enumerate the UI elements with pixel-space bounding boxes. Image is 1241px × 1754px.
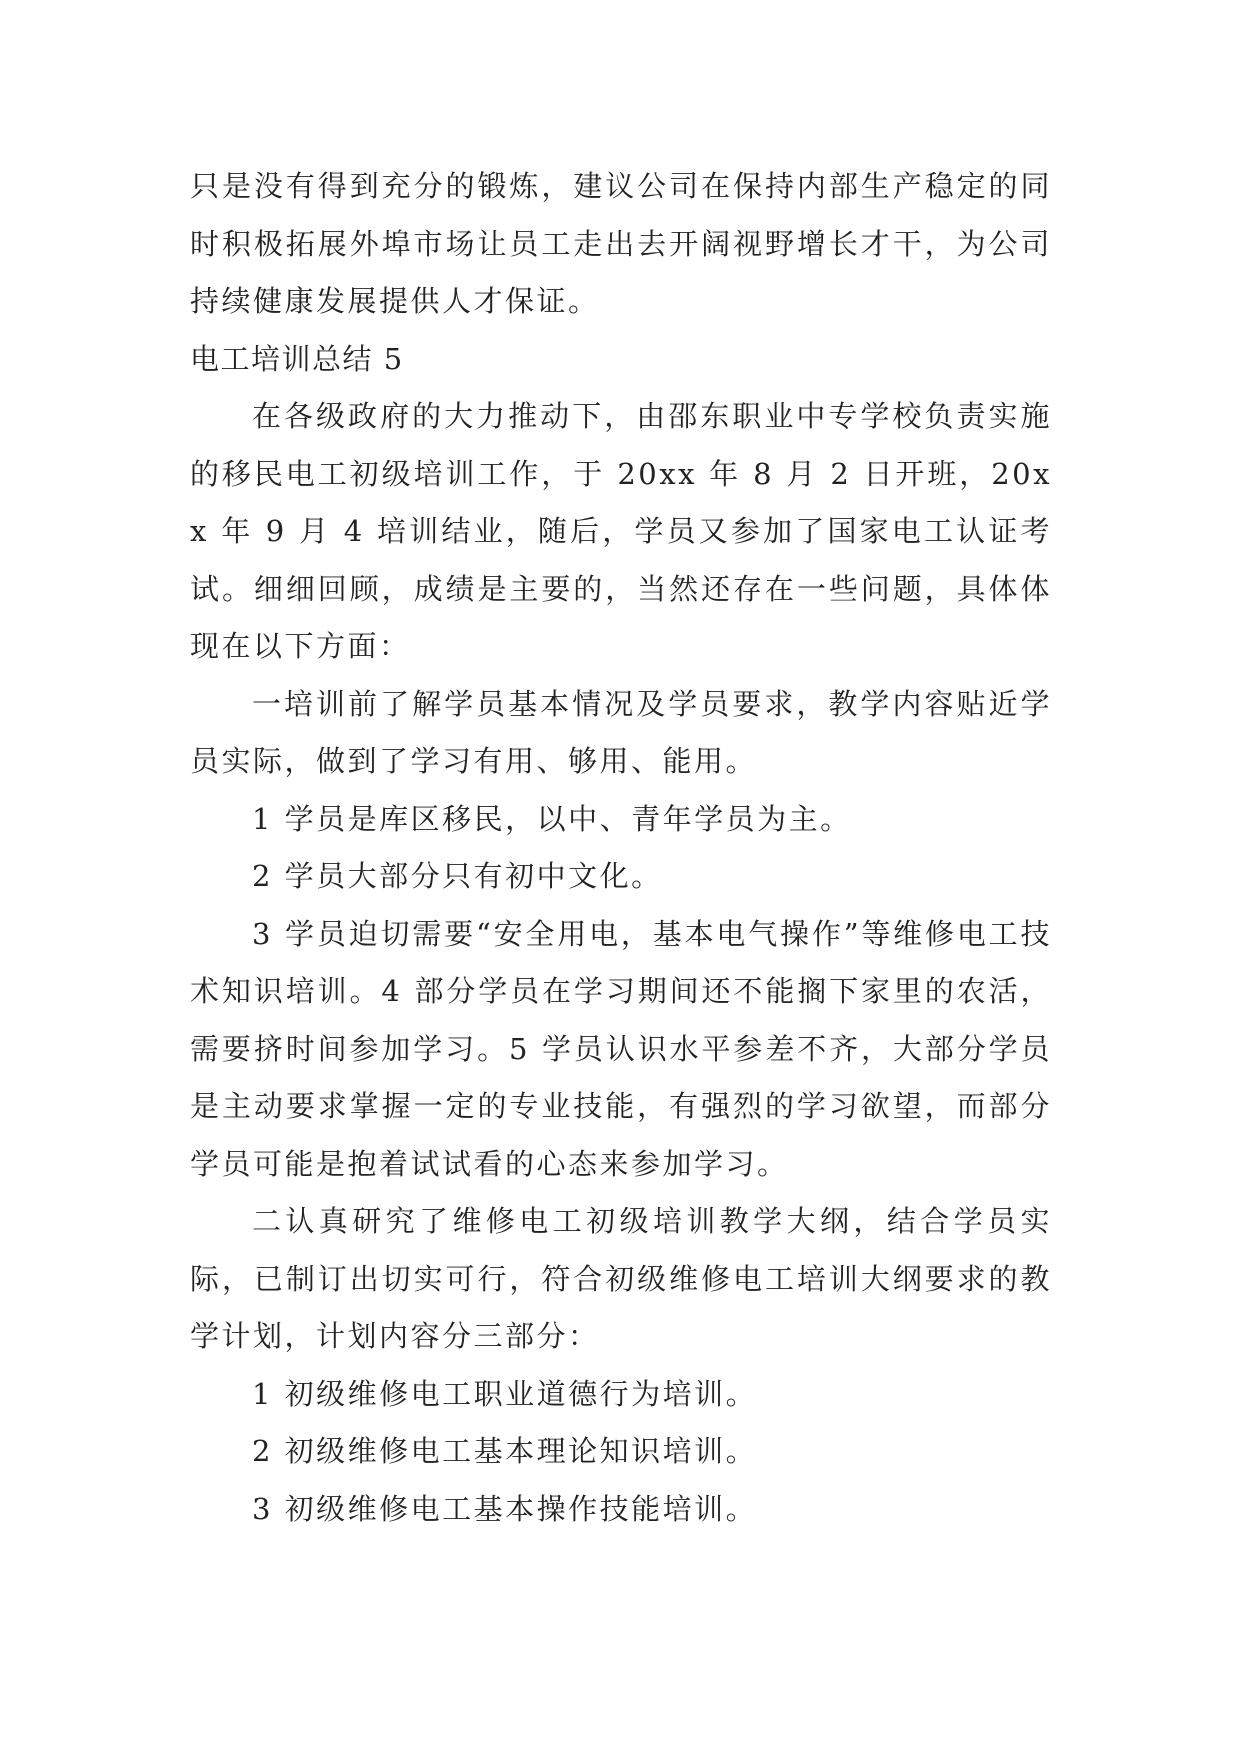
paragraph-intro: 在各级政府的大力推动下，由邵东职业中专学校负责实施的移民电工初级培训工作，于 20xx 年 8 月 2 日开班，20xx 年 9 月 4 培训结业，随后，学员又参加了国家电工认证考试。细细回顾，成绩是主要的，当然还存在一些问题，具体体现在以下方面： [190,399,1052,663]
paragraph-continuation: 只是没有得到充分的锻炼，建议公司在保持内部生产稳定的同时积极拓展外埠市场让员工走出去开阔视野增长才干，为公司持续健康发展提供人才保证。 [190,169,1052,318]
list-item: 3 初级维修电工基本操作技能培训。 [252,1491,758,1526]
list-item: 1 初级维修电工职业道德行为培训。 [252,1376,758,1411]
list-item: 2 初级维修电工基本理论知识培训。 [252,1434,758,1468]
list-item: 3 学员迫切需要“安全用电，基本电气操作”等维修电工技术知识培训。4 部分学员在学习期间还不能搁下家里的农活，需要挤时间参加学习。5 学员认识水平参差不齐，大部分学员是主动要求掌握一定的专业技能，有强烈的学习欲望，而部分学员可能是抱着试试看的心态来参加学习。 [190,916,1052,1181]
paragraph-point-two: 二认真研究了维修电工初级培训教学大纲，结合学员实际，已制订出切实可行，符合初级维修电工培训大纲要求的教学计划，计划内容分三部分： [190,1204,1052,1353]
paragraph-point-one: 一培训前了解学员基本情况及学员要求，教学内容贴近学员实际，做到了学习有用、够用、能用。 [190,686,1052,778]
list-item: 2 学员大部分只有初中文化。 [252,859,663,893]
document-body [190,158,1052,1538]
section-heading: 电工培训总结 5 [190,341,404,376]
list-item: 1 学员是库区移民，以中、青年学员为主。 [252,801,852,836]
